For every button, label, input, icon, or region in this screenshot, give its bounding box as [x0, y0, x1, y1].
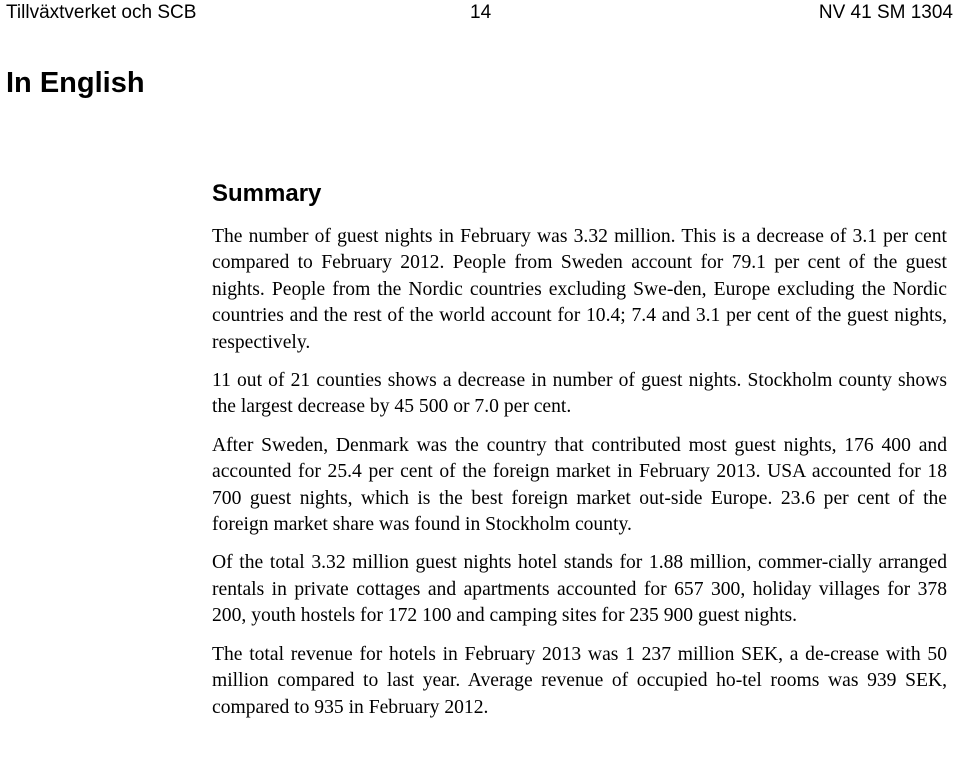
section-title: In English [6, 67, 145, 99]
summary-heading: Summary [212, 180, 322, 207]
summary-body [212, 224, 947, 721]
summary-paragraph: The total revenue for hotels in February 2013 was 1 237 million SEK, a de-crease with 50 million compared to last year. Average revenue of occupied ho-tel rooms was 939 SEK, compared to 935 in February 2012. [212, 643, 947, 718]
summary-paragraph: After Sweden, Denmark was the country that contributed most guest nights, 176 400 and accounted for 25.4 per cent of the foreign market in February 2013. USA accounted for 18 700 guest nights, which is the best foreign market out-side Europe. 23.6 per cent of the foreign market share was found in Stockholm county. [212, 434, 947, 536]
page-header [0, 0, 959, 30]
summary-paragraph: The number of guest nights in February was 3.32 million. This is a decrease of 3.1 per cent compared to February 2012. People from Sweden account for 79.1 per cent of the guest nights. People from the Nordic countries excluding Swe-den, Europe excluding the Nordic countries and the rest of the world account for 10.4; 7.4 and 3.1 per cent of the guest nights, respectively. [212, 226, 947, 353]
summary-paragraph: 11 out of 21 counties shows a decrease in number of guest nights. Stockholm county shows the largest decrease by 45 500 or 7.0 per cent. [212, 370, 947, 418]
publisher-label: Tillväxtverket och SCB [6, 2, 197, 23]
report-id: NV 41 SM 1304 [818, 2, 953, 23]
page-number: 14 [470, 2, 492, 23]
summary-paragraph: Of the total 3.32 million guest nights hotel stands for 1.88 million, commer-cially arranged rentals in private cottages and apartments accounted for 657 300, holiday villages for 378 200, youth hostels for 172 100 and camping sites for 235 900 guest nights. [212, 552, 947, 627]
